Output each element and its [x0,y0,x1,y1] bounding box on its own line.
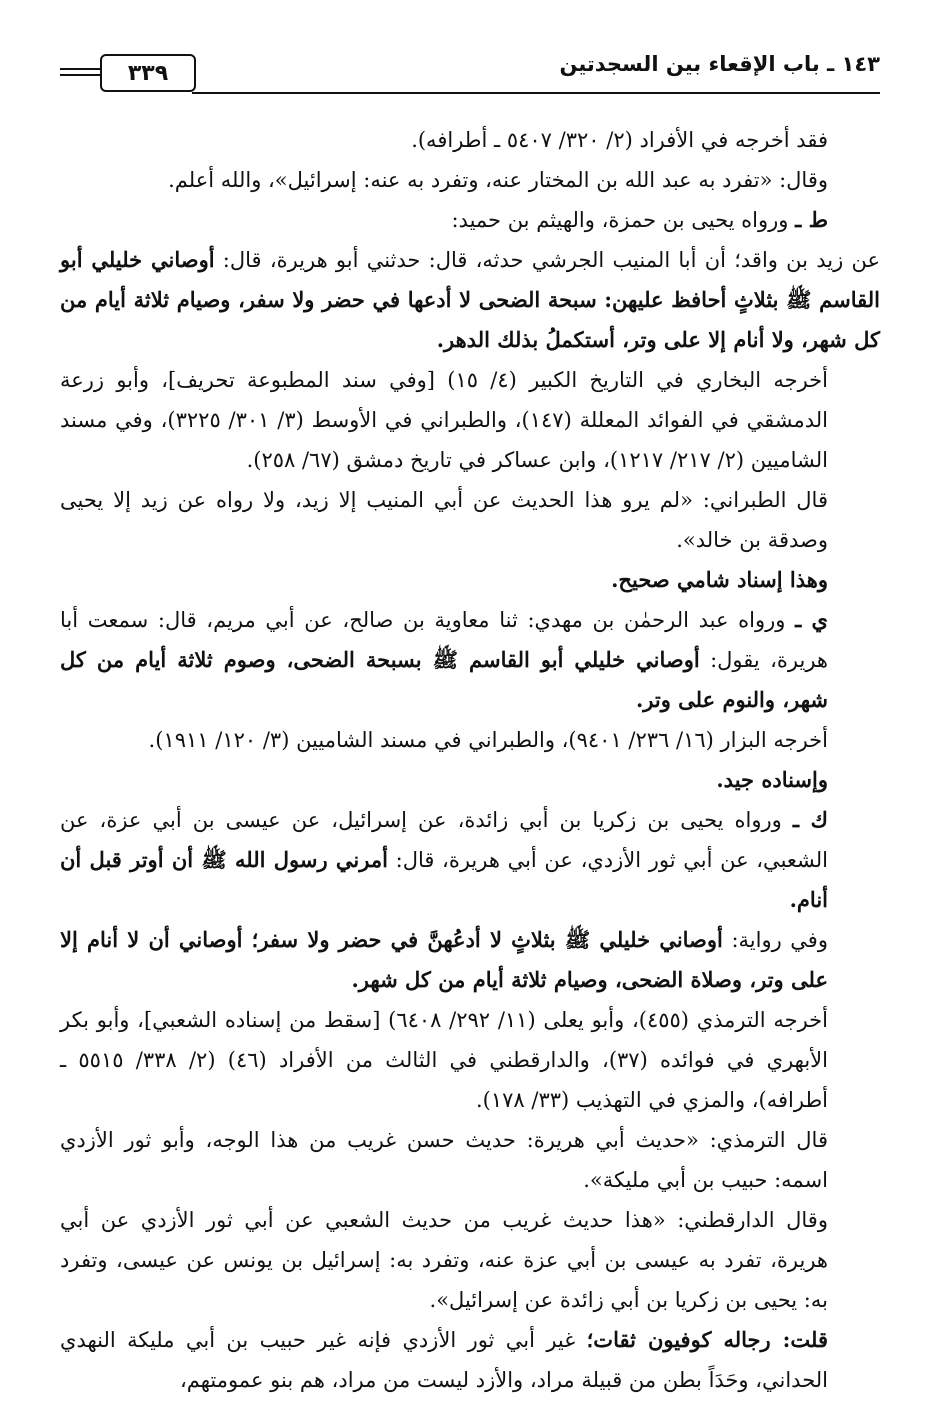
text-run: وقال: «تفرد به عبد الله بن المختار عنه، وتفرد به عنه: إسرائيل»، والله أعلم. [168,168,828,192]
paragraph [60,760,880,800]
page-number: ٣٣٩ [100,54,196,92]
text-run: وفي رواية: [722,928,828,952]
bold-text: أمرني رسول الله ﷺ أن أوتر قبل أن أنام. [60,847,828,912]
text-run: فقد أخرجه في الأفراد (٢/ ٣٢٠/ ٥٤٠٧ ـ أطرافه). [411,128,828,152]
book-page [60,0,880,1411]
text-run: قال الطبراني: «لم يرو هذا الحديث عن أبي المنيب إلا زيد، ولا رواه عن زيد إلا يحيى وصدقة بن خالد». [60,488,828,552]
paragraph [60,720,880,760]
paragraph [60,360,880,480]
text-run: غير أبي ثور الأزدي فإنه غير حبيب بن أبي مليكة النهدي الحداني، وحَدَاً بطن من قبيلة مراد، والأزد ليست من مراد، هم بنو عمومتهم، [60,1328,828,1392]
text-run: ورواه يحيى بن حمزة، والهيثم بن حميد: [451,208,796,232]
text-run: أخرجه البخاري في التاريخ الكبير (٤/ ١٥) [وفي سند المطبوعة تحريف]، وأبو زرعة الدمشقي في الفوائد المعللة (١٤٧)، والطبراني في الأوسط (٣/ ٣٠١/ ٣٢٢٥)، وفي مسند الشاميين (٢/ ٢١٧/ ١٢١٧)، وابن عساكر في تاريخ دمشق (٦٧/ ٢٥٨). [60,368,828,472]
bold-text: ك ـ [792,807,828,832]
paragraph [60,920,880,1000]
bold-text: أوصاني خليلي أبو القاسم ﷺ بسبحة الضحى، وصوم ثلاثة أيام من كل شهر، والنوم على وتر. [60,647,828,712]
paragraph [60,1120,880,1200]
paragraph [60,480,880,560]
text-run: أخرجه الترمذي (٤٥٥)، وأبو يعلى (١١/ ٢٩٢/ ٦٤٠٨) [سقط من إسناده الشعبي]، وأبو بكر الأبهري في فوائده (٣٧)، والدارقطني في الثالث من الأفراد (٤٦) (٢/ ٣٣٨/ ٥٥١٥ ـ أطرافه)، والمزي في التهذيب (٣٣/ ١٧٨). [60,1008,828,1112]
paragraph [60,1320,880,1400]
bold-text: وهذا إسناد شامي صحيح. [611,567,828,592]
paragraph [60,1200,880,1320]
paragraph [60,1000,880,1120]
text-run: ورواه يحيى بن زكريا بن أبي زائدة، عن إسرائيل، عن عيسى بن أبي عزة، عن الشعبي، عن أبي ثور الأزدي، عن أبي هريرة، قال: [60,808,828,872]
paragraph [60,600,880,720]
bold-text: وإسناده جيد. [716,767,828,792]
bold-text: قلت: رجاله كوفيون ثقات؛ [586,1327,828,1352]
paragraph [60,560,880,600]
paragraph [60,800,880,920]
bold-text: أوصاني خليلي ﷺ بثلاثٍ لا أدعُهنَّ في حضر ولا سفر؛ أوصاني أن لا أنام إلا على وتر، وصلاة الضحى، وصيام ثلاثة أيام من كل شهر. [60,927,828,992]
page-body [60,120,880,1400]
paragraph [60,200,880,240]
paragraph [60,120,880,160]
paragraph [60,160,880,200]
text-run: وقال الدارقطني: «هذا حديث غريب من حديث الشعبي عن أبي ثور الأزدي عن أبي هريرة، تفرد به عيسى بن أبي عزة عنه، وتفرد به: إسرائيل بن يونس عن عيسى، وتفرد به: يحيى بن زكريا بن أبي زائدة عن إسرائيل». [60,1208,828,1312]
page-header [60,48,880,102]
bold-text: أوصاني خليلي أبو القاسم ﷺ بثلاثٍ أحافظ عليهن: سبحة الضحى لا أدعها في حضر ولا سفر، وصيام ثلاثة أيام من كل شهر، ولا أنام إلا على وتر، أستكملُ بذلك الدهر. [60,247,880,352]
text-run: عن زيد بن واقد؛ أن أبا المنيب الجرشي حدثه، قال: حدثني أبو هريرة، قال: [214,248,880,272]
header-ornament-line [60,68,100,70]
header-rule [192,92,880,94]
bold-text: ي ـ [795,607,828,632]
text-run: أخرجه البزار (١٦/ ٢٣٦/ ٩٤٠١)، والطبراني في مسند الشاميين (٣/ ١٢٠/ ١٩١١). [148,728,828,752]
bold-text: ط ـ [795,207,828,232]
header-ornament-line [60,74,100,76]
text-run: قال الترمذي: «حديث أبي هريرة: حديث حسن غريب من هذا الوجه، وأبو ثور الأزدي اسمه: حبيب بن أبي مليكة». [60,1128,828,1192]
paragraph [60,240,880,360]
chapter-title: ١٤٣ ـ باب الإقعاء بين السجدتين [559,52,880,76]
text-run: ورواه عبد الرحمٰن بن مهدي: ثنا معاوية بن صالح، عن أبي مريم، قال: سمعت أبا هريرة، يقول: [60,608,829,672]
